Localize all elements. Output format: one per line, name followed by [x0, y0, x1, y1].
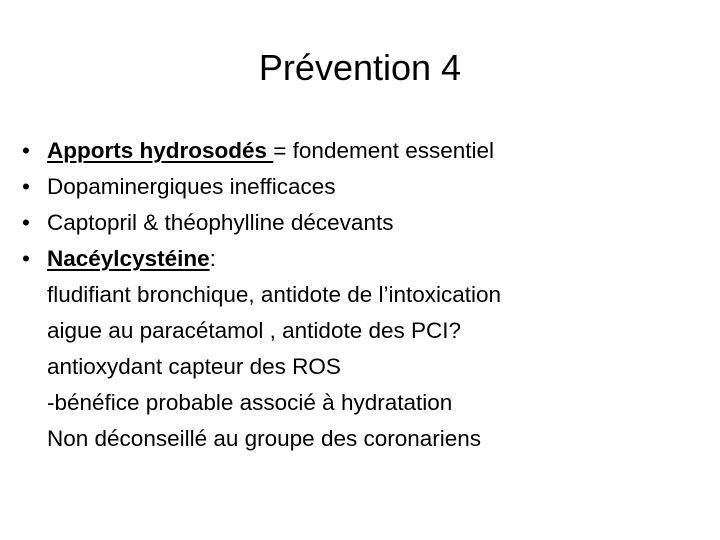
bullet-subline: aigue au paracétamol , antidote des PCI? — [47, 318, 462, 343]
bullet-text: Captopril & théophylline décevants — [47, 210, 394, 235]
bullet-marker: • — [22, 210, 30, 235]
bullet-subline: antioxydant capteur des ROS — [47, 354, 341, 379]
bullet-item-apports — [22, 133, 702, 169]
bullet-marker: • — [22, 138, 30, 163]
bullet-lead-bold: Apports hydrosodés — [47, 138, 274, 163]
bullet-item-nacetylcysteine — [22, 241, 702, 457]
bullet-list — [22, 133, 702, 457]
slide-title: Prévention 4 — [258, 47, 462, 88]
bullet-colon: : — [209, 246, 216, 271]
bullet-text: Dopaminergiques inefficaces — [47, 174, 336, 199]
bullet-text: = fondement essentiel — [273, 138, 495, 163]
bullet-lead-bold: Nacéylcystéine — [47, 246, 210, 271]
bullet-marker: • — [22, 246, 30, 271]
bullet-subline: Non déconseillé au groupe des coronariens — [47, 426, 482, 451]
bullet-subline: fludifiant bronchique, antidote de l’intoxication — [47, 282, 502, 307]
bullet-item-captopril — [22, 205, 702, 241]
bullet-subline: -bénéfice probable associé à hydratation — [47, 390, 453, 415]
bullet-marker: • — [22, 174, 30, 199]
bullet-item-dopaminergiques — [22, 169, 702, 205]
